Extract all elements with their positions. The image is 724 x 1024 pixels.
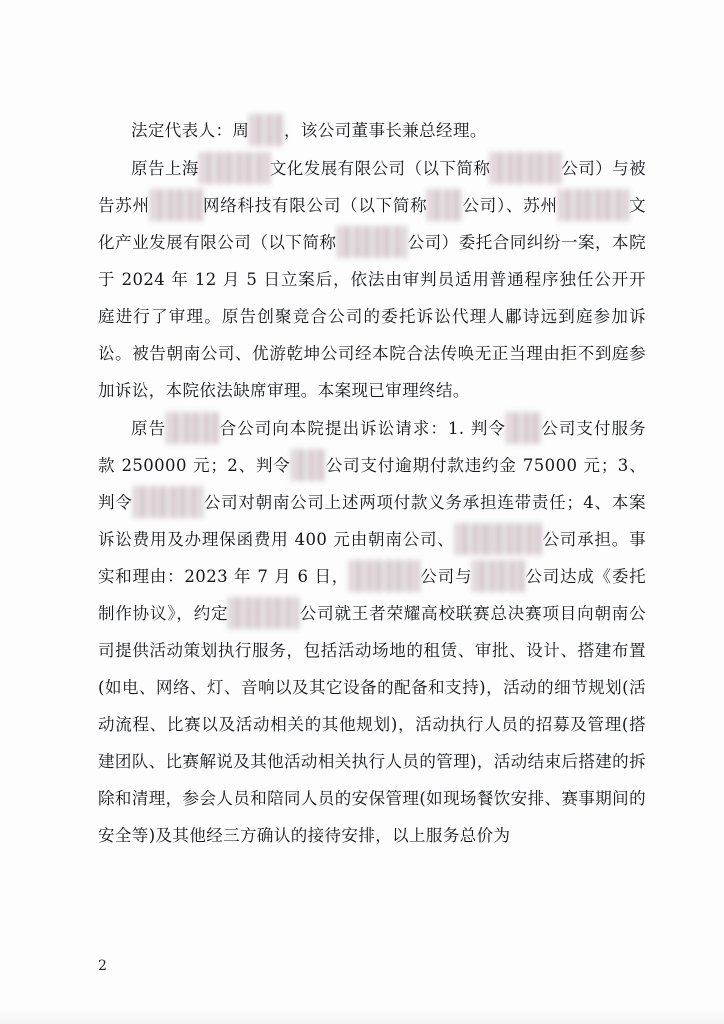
text-run: 原告上海 [131, 159, 199, 178]
text-run: 公司支付服务款 250000 元；2、判令 [98, 419, 646, 475]
redacted-text [558, 187, 629, 224]
text-run: 法定代表人： [131, 121, 233, 140]
text-run: 文化发展有限公司（以下简称 [269, 159, 491, 178]
text-run: ，该公司董事长兼总经理。 [283, 121, 487, 140]
text-run: 公司就王者荣耀高校联赛总决赛项目向朝南公司提供活动策划执行服务，包括活动场地的租赁、审批、设计、搭建布置(如电、网络、灯、音响以及其它设备的配备和支持)，活动的细节规划(活动流程、比赛以及活动相关的其他规划)，活动执行人员的招募及管理(搭建团队、比赛解说及其他活动相关执行人员的管理)，活动结束后搭建的拆除和清理，参会人员和陪同人员的安保管理(如现场餐饮安排、赛事期间的安全等)及其他经三方确认的接待安排，以上服务总价为 [98, 604, 647, 845]
text-run: 合公司向本院提出诉讼请求：1. 判令 [218, 419, 506, 438]
text-run: 公司达成《委托制作协议》，约定 [98, 567, 647, 623]
text-run: 公司与 [420, 567, 473, 586]
page-number: 2 [98, 958, 107, 974]
text-run: 公司支付逾期付款违约金 75000 元；3、判令 [98, 456, 647, 512]
redacted-text [427, 187, 462, 224]
text-run: 文化产业发展有限公司（以下简称 [98, 196, 647, 252]
redacted-text [150, 187, 203, 224]
redacted-text [133, 484, 204, 521]
redacted-text [349, 558, 420, 595]
redacted-text [199, 150, 270, 187]
text-run: 公司）委托合同纠纷一案，本院于 2024 年 12 月 5 日立案后，依法由审判员适用普通程序独任公开开庭进行了审理。原告创聚竞合公司的委托诉讼代理人鄘诗远到庭参加诉讼。被告朝南公司、优游乾坤公司经本院合法传唤无正当理由拒不到庭参加诉讼，本院依法缺席审理。本案现已审理终结。 [98, 233, 646, 400]
document-body [98, 112, 646, 854]
redacted-text [472, 558, 525, 595]
redacted-text [291, 447, 326, 484]
redacted-text [228, 595, 299, 632]
text-run: 公司）与被告苏州 [98, 159, 647, 215]
text-run: 网络科技有限公司（以下简称 [202, 196, 428, 215]
redacted-text [490, 150, 561, 187]
redacted-text [489, 521, 542, 558]
text-run: 原告 [131, 419, 167, 438]
text-run: 周 [232, 121, 250, 140]
redacted-text [455, 521, 490, 558]
text-run: 公司）、苏州 [462, 196, 558, 215]
redacted-text [249, 112, 284, 149]
text-run: 公司对朝南公司上述两项付款义务承担连带责任；4、本案诉讼费用及办理保函费用 400 元由朝南公司、 [98, 493, 646, 549]
text-run: 公司承担。事实和理由：2023 年 7 月 6 日， [98, 530, 646, 586]
paragraph-claims [98, 410, 646, 854]
paragraph-legal-rep [98, 112, 646, 149]
page-bottom-shadow [0, 1008, 724, 1024]
paragraph-case-intro [98, 150, 646, 409]
redacted-text [506, 410, 541, 447]
redacted-text [337, 224, 408, 261]
redacted-text [166, 410, 219, 447]
